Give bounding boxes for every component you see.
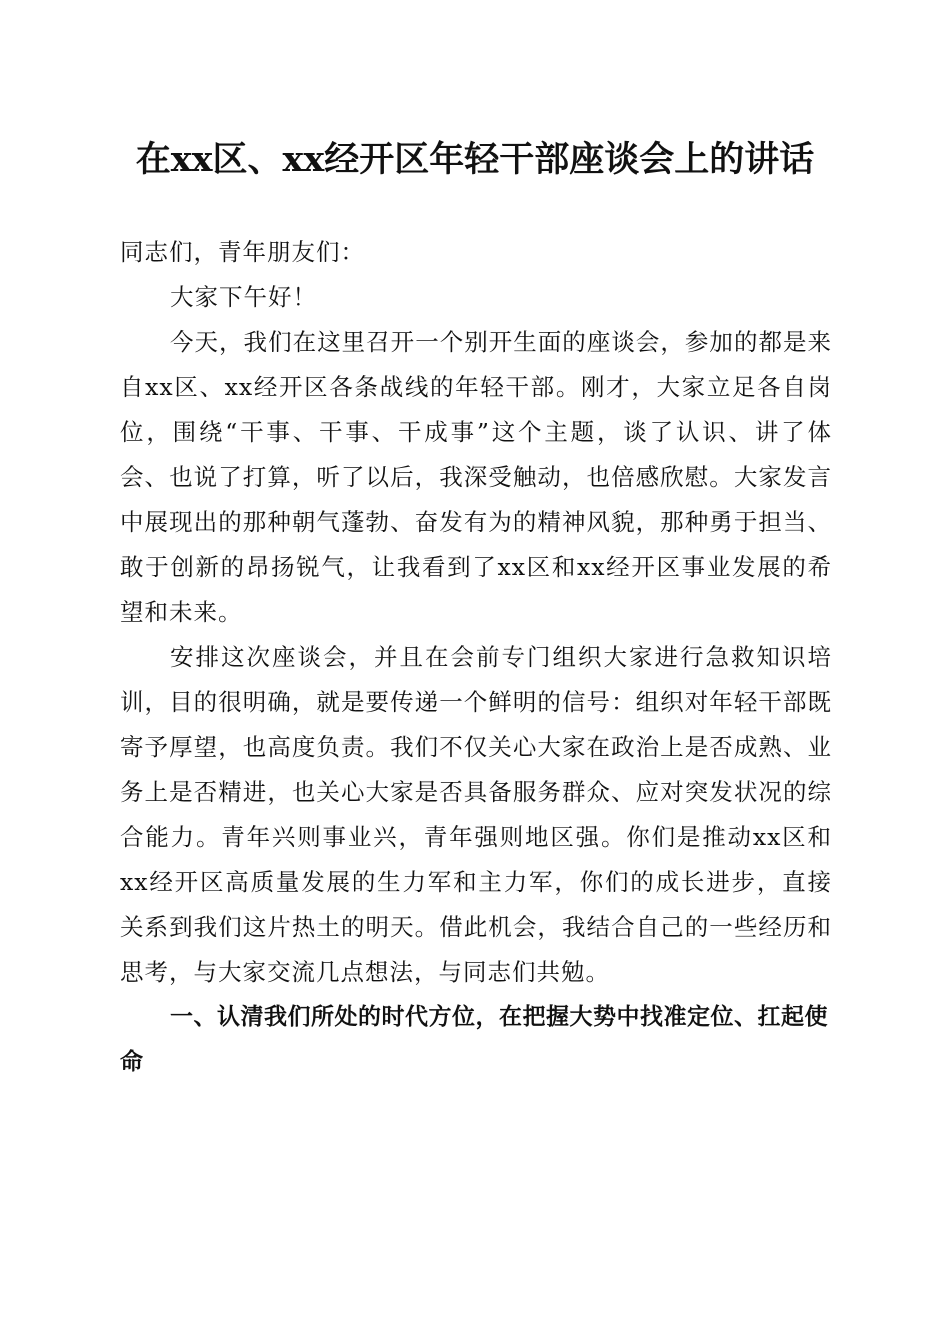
document-title: 在xx区、xx经开区年轻干部座谈会上的讲话	[135, 139, 815, 180]
paragraph-1: 今天，我们在这里召开一个别开生面的座谈会，参加的都是来自xx区、xx经开区各条战线的年轻干部。刚才，大家立足各自岗位，围绕“干事、干事、干成事”这个主题，谈了认识、讲了体会、也说了打算，听了以后，我深受触动，也倍感欣慰。大家发言中展现出的那种朝气蓬勃、奋发有为的精神风貌，那种勇于担当、敢于创新的昂扬锐气，让我看到了xx区和xx经开区事业发展的希望和未来。	[120, 328, 832, 626]
section-heading: 一、认清我们所处的时代方位，在把握大势中找准定位、扛起使命	[120, 1004, 828, 1075]
paragraph-2: 安排这次座谈会，并且在会前专门组织大家进行急救知识培训，目的很明确，就是要传递一个鲜明的信号：组织对年轻干部既寄予厚望，也高度负责。我们不仅关心大家在政治上是否成熟、业务上是否精进，也关心大家是否具备服务群众、应对突发状况的综合能力。青年兴则事业兴，青年强则地区强。你们是推动xx区和xx经开区高质量发展的生力军和主力军，你们的成长进步，直接关系到我们这片热土的明天。借此机会，我结合自己的一些经历和思考，与大家交流几点想法，与同志们共勉。	[120, 643, 832, 986]
document-body	[120, 230, 832, 1085]
salutation: 同志们，青年朋友们：	[120, 238, 365, 266]
greeting-line: 大家下午好！	[170, 283, 317, 311]
